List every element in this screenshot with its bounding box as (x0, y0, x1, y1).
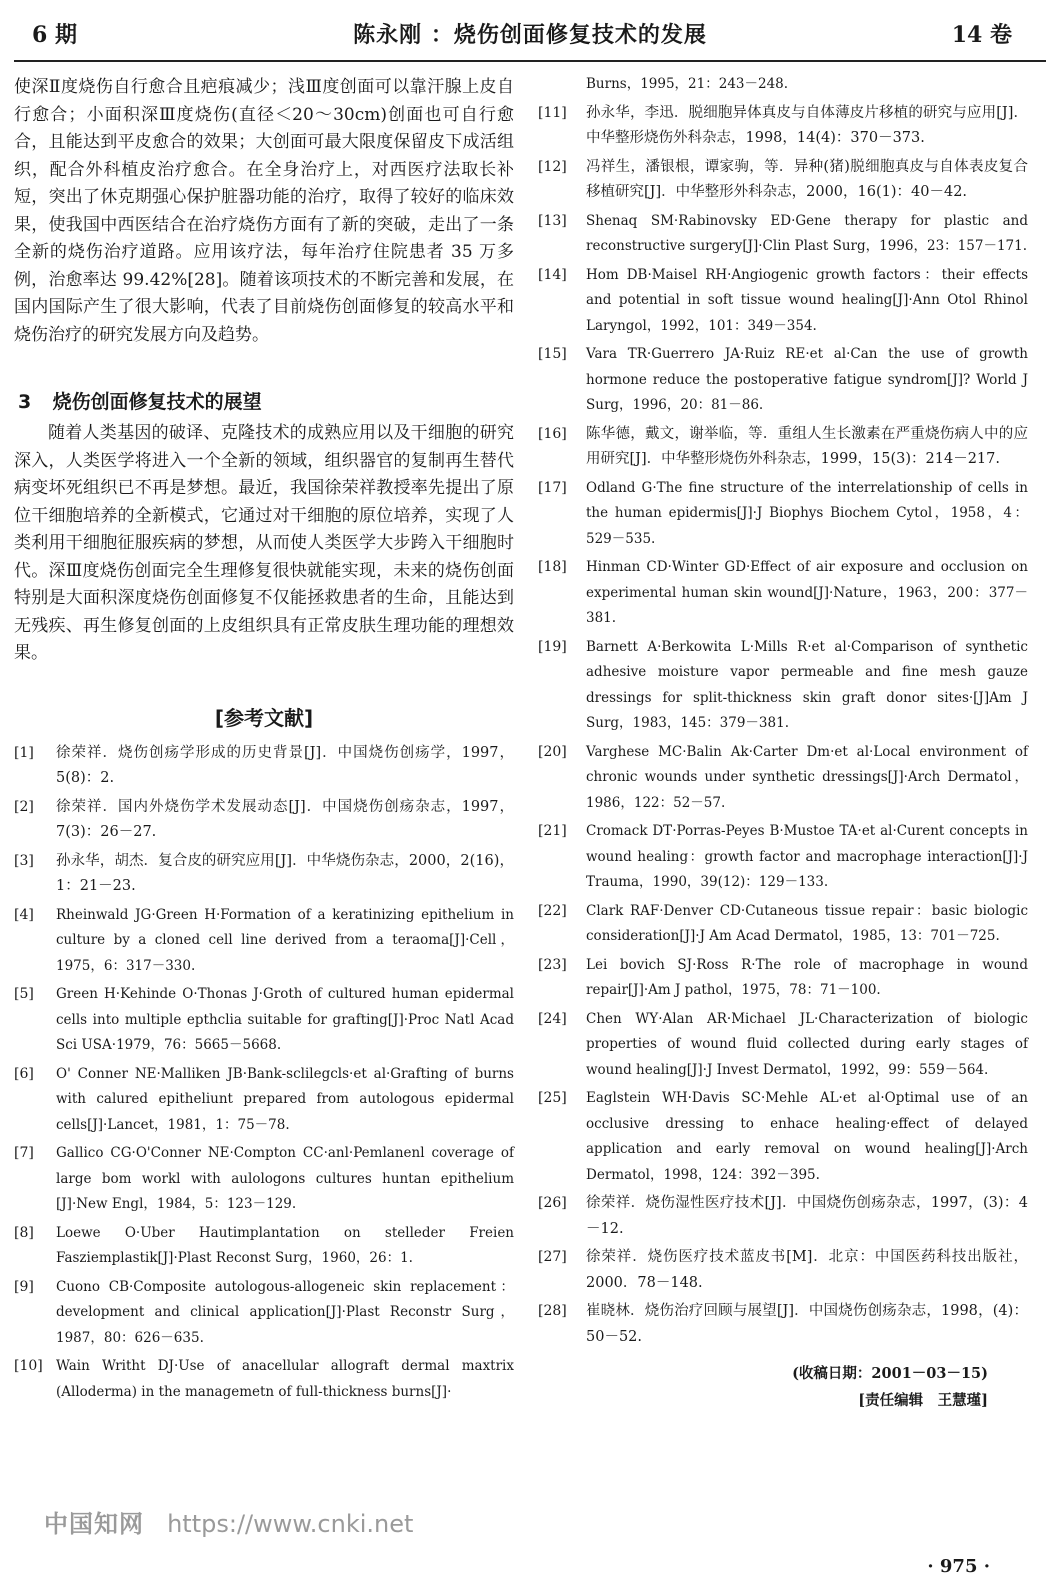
left-column (14, 74, 514, 1408)
page-number: · 975 · (927, 1556, 990, 1577)
reference-number: [10] (14, 1358, 43, 1374)
reference-text: Clark RAF·Denver CD·Cutaneous tissue repair：basic biologic consideration[J]·J Am Acad Dermatol，1985，13：701－725. (586, 902, 1028, 944)
volume-label: 14 卷 (951, 22, 1012, 48)
reference-text: Green H·Kehinde O·Thonas J·Groth of cultured human epidermal cells into multiple epthclia suitable for grafting[J]·Proc Natl Acad Sci USA·1979，76：5665－5668. (56, 986, 514, 1053)
reference-text: Varghese MC·Balin Ak·Carter Dm·et al·Local environment of chronic wounds under synthetic dressings[J]·Arch Dermatol，1986，122：52－57. (586, 743, 1028, 811)
reference-text: Loewe O·Uber Hautimplantation on stelleder Freien Fasziemplastik[J]·Plast Reconst Surg，1960，26：1. (56, 1224, 514, 1266)
reference-text: Hinman CD·Winter GD·Effect of air exposure and occlusion on experimental human skin wound[J]·Nature，1963，200：377－381. (586, 559, 1028, 626)
reference-number: [28] (538, 1303, 567, 1319)
reference-number: [5] (14, 986, 34, 1002)
reference-text: Eaglstein WH·Davis SC·Mehle AL·et al·Optimal use of an occlusive dressing to enhace healing·effect of delayed application and early removal on wound healing[J]·Arch Dermatol，1998，124：392－395. (586, 1090, 1028, 1183)
reference-text: Odland G·The fine structure of the interrelationship of cells in the human epidermis[J]·J Biophys Biochem Cytol，1958，4：529－535. (586, 479, 1028, 547)
reference-number: [21] (538, 823, 567, 839)
reference-number: [20] (538, 743, 567, 760)
section-heading (18, 387, 514, 414)
reference-item (538, 422, 1028, 473)
reference-item (538, 1245, 1028, 1296)
reference-number: [27] (538, 1249, 567, 1265)
reference-item (14, 982, 514, 1059)
watermark-url: https://www.cnki.net (167, 1510, 414, 1538)
reference-item (538, 899, 1028, 950)
reference-text: Shenaq SM·Rabinovsky ED·Gene therapy for plastic and reconstructive surgery[J]·Clin Plast Surg，1996，23：157－171. (586, 212, 1028, 254)
reference-number: [12] (538, 158, 567, 175)
reference-item (538, 342, 1028, 419)
section-paragraph: 随着人类基因的破译、克隆技术的成熟应用以及干细胞的研究深入，人类医学将进入一个全新的领域，组织器官的复制再生替代病变坏死组织已不再是梦想。最近，我国徐荣祥教授率先提出了原位干细胞培养的全新模式，它通过对干细胞的原位培养，实现了人类利用干细胞征服疾病的梦想，从而使人类医学大步跨入干细胞时代。深Ⅲ度烧伤创面完全生理修复很快就能实现，未来的烧伤创面特别是大面积深度烧伤创面修复不仅能拯救患者的生命，且能达到无残疾、再生修复创面的上皮组织具有正常皮肤生理功能的理想效果。 (14, 423, 514, 663)
responsible-editor: [责任编辑 王慧瑾] (858, 1392, 988, 1409)
intro-paragraph: 使深Ⅱ度烧伤自行愈合且疤痕减少；浅Ⅲ度创面可以靠汗腺上皮自行愈合；小面积深Ⅲ度烧伤(直径＜20～30cm)创面也可自行愈合，且能达到平皮愈合的效果；大创面可最大限度保留皮下成活组织，配合外科植皮治疗愈合。在全身治疗上，对西医疗法取长补短，突出了休克期强心保护脏器功能的治疗，取得了较好的临床效果，使我国中西医结合在治疗烧伤方面有了新的突破，走出了一条全新的烧伤治疗道路。应用该疗法，每年治疗住院患者 35 万多例，治愈率达 99.42%[28]。随着该项技术的不断完善和发展，在国内国际产生了很大影响，代表了目前烧伤创面修复的较高水平和烧伤治疗的研究发展方向及趋势。 (14, 77, 514, 345)
reference-item (538, 1007, 1028, 1084)
reference-number: [1] (14, 744, 34, 761)
reference-text: 孙永华，胡杰．复合皮的研究应用[J]．中华烧伤杂志，2000，2(16)，1：21－23. (56, 852, 514, 894)
reference-number: [24] (538, 1010, 567, 1027)
reference-item (538, 263, 1028, 340)
reference-text: Vara TR·Guerrero JA·Ruiz RE·et al·Can the use of growth hormone reduce the postoperative fatigue syndrom[J]? World J Surg，1996，20：81－86. (586, 346, 1028, 413)
reference-text: 徐荣祥．烧伤创疡学形成的历史背景[J]．中国烧伤创疡学，1997，5(8)：2. (56, 744, 514, 786)
section-title: 烧伤创面修复技术的展望 (52, 391, 262, 413)
received-date: (收稿日期：2001－03－15) (792, 1365, 988, 1382)
reference-text: Chen WY·Alan AR·Michael JL·Characterization of biologic properties of wound fluid collected during early stages of wound healing[J]·J Invest Dermatol，1992，99：559－564. (586, 1010, 1028, 1078)
page-header (0, 0, 1060, 62)
section-number: 3 (18, 391, 32, 413)
reference-text: 徐荣祥．烧伤医疗技术蓝皮书[M]．北京：中国医药科技出版社，2000．78－148. (586, 1249, 1028, 1291)
reference-text: Rheinwald JG·Green H·Formation of a keratinizing epithelium in culture by a cloned cell line derived from a teraoma[J]·Cell，1975，6：317－330. (56, 906, 514, 974)
reference-text: 徐荣祥．国内外烧伤学术发展动态[J]．中国烧伤创疡杂志，1997，7(3)：26－27. (56, 798, 514, 840)
issue-label: 6 期 (32, 22, 77, 48)
reference-text: Hom DB·Maisel RH·Angiogenic growth factors：their effects and potential in soft tissue wound healing[J]·Ann Otol Rhinol Laryngol，1992，101：349－354. (586, 266, 1028, 334)
reference-number: [9] (14, 1278, 34, 1295)
reference-number: [4] (14, 906, 34, 923)
reference-item (538, 740, 1028, 817)
reference-list-left (14, 741, 514, 1406)
watermark-logo-text: 中国知网 (44, 1510, 144, 1538)
reference-item (14, 795, 514, 846)
running-title: 陈永刚 ：烧伤创面修复技术的发展 (353, 22, 707, 48)
reference-text: 冯祥生，潘银根，谭家驹，等．异种(猪)脱细胞真皮与自体表皮复合移植研究[J]．中华整形外科杂志，2000，16(1)：40－42. (586, 158, 1028, 200)
reference-number: [15] (538, 346, 567, 362)
reference-number: [3] (14, 852, 34, 869)
reference-list-right (538, 101, 1028, 1351)
reference-item (538, 1086, 1028, 1188)
reference-text: Burns，1995，21：243－248. (586, 76, 789, 92)
reference-item (14, 1275, 514, 1352)
reference-text: Wain Writht DJ·Use of anacellular allograft dermal maxtrix (Alloderma) in the managemetn of full-thickness burns[J]· (56, 1358, 514, 1400)
reference-item (538, 476, 1028, 553)
reference-number: [7] (14, 1145, 34, 1161)
reference-text: 徐荣祥．烧伤湿性医疗技术[J]．中国烧伤创疡杂志，1997，(3)：4－12. (586, 1195, 1028, 1237)
reference-text: 陈华德，戴文，谢举临，等．重组人生长激素在严重烧伤病人中的应用研究[J]．中华整形烧伤外科杂志，1999，15(3)：214－217. (586, 425, 1028, 467)
reference-text: Barnett A·Berkowita L·Mills R·et al·Comparison of synthetic adhesive moisture vapor permeable and fine mesh gauze dressings for split-thickness skin graft donor sites·[J]Am J Surg，1983，145：379－381. (586, 638, 1028, 731)
reference-number: [25] (538, 1090, 567, 1106)
reference-number: [11] (538, 104, 567, 121)
reference-item (538, 1191, 1028, 1242)
reference-number: [16] (538, 425, 567, 442)
reference-text: Lei bovich SJ·Ross R·The role of macrophage in wound repair[J]·Am J pathol，1975，78：71－100. (586, 956, 1028, 998)
reference-number: [13] (538, 212, 567, 229)
reference-number: [18] (538, 559, 567, 575)
reference-item (14, 1062, 514, 1139)
reference-number: [23] (538, 956, 567, 973)
reference-item (538, 953, 1028, 1004)
reference-number: [22] (538, 902, 567, 919)
reference-text: Cromack DT·Porras-Peyes B·Mustoe TA·et al·Curent concepts in wound healing：growth factor and macrophage interaction[J]·J Trauma，1990，39(12)：129－133. (586, 823, 1028, 890)
reference-text: Cuono CB·Composite autologous-allogeneic skin replacement：development and clinical application[J]·Plast Reconstr Surg，1987，80：626－635. (56, 1278, 514, 1346)
reference-text: Gallico CG·O'Conner NE·Compton CC·anl·Pemlanenl coverage of large bom workl with aulologons cultures huntan epithelium [J]·New Engl，1984，5：123－129. (56, 1145, 514, 1212)
reference-item (538, 555, 1028, 632)
reference-item (14, 1354, 514, 1405)
reference-number: [8] (14, 1224, 34, 1241)
references-title: [参考文献] (214, 705, 314, 730)
reference-text: O' Conner NE·Malliken JB·Bank-sclilegcls·et al·Grafting of burns with calured epitheliunt prepared from autologous epidermal cells[J]·Lancet，1981，1：75－78. (56, 1065, 514, 1133)
reference-number: [17] (538, 479, 567, 496)
right-column (538, 72, 1028, 1410)
header-rule (14, 60, 1046, 62)
cnki-watermark (44, 1504, 413, 1539)
reference-item (538, 635, 1028, 737)
reference-number: [6] (14, 1065, 34, 1082)
reference-item (538, 101, 1028, 152)
reference-item (538, 819, 1028, 896)
reference-continuation (538, 72, 1028, 98)
reference-item (14, 903, 514, 980)
reference-number: [26] (538, 1195, 567, 1211)
reference-number: [14] (538, 266, 567, 283)
reference-item (538, 155, 1028, 206)
reference-item (14, 1221, 514, 1272)
reference-item (14, 1141, 514, 1218)
reference-number: [19] (538, 638, 567, 655)
reference-item (538, 209, 1028, 260)
reference-text: 崔晓林．烧伤治疗回顾与展望[J]．中国烧伤创疡杂志，1998，(4)：50－52. (586, 1303, 1028, 1345)
reference-item (14, 741, 514, 792)
reference-text: 孙永华，李迅．脱细胞异体真皮与自体薄皮片移植的研究与应用[J]．中华整形烧伤外科杂志，1998，14(4)：370－373. (586, 104, 1028, 146)
reference-number: [2] (14, 798, 34, 815)
reference-item (14, 849, 514, 900)
reference-item (538, 1299, 1028, 1350)
